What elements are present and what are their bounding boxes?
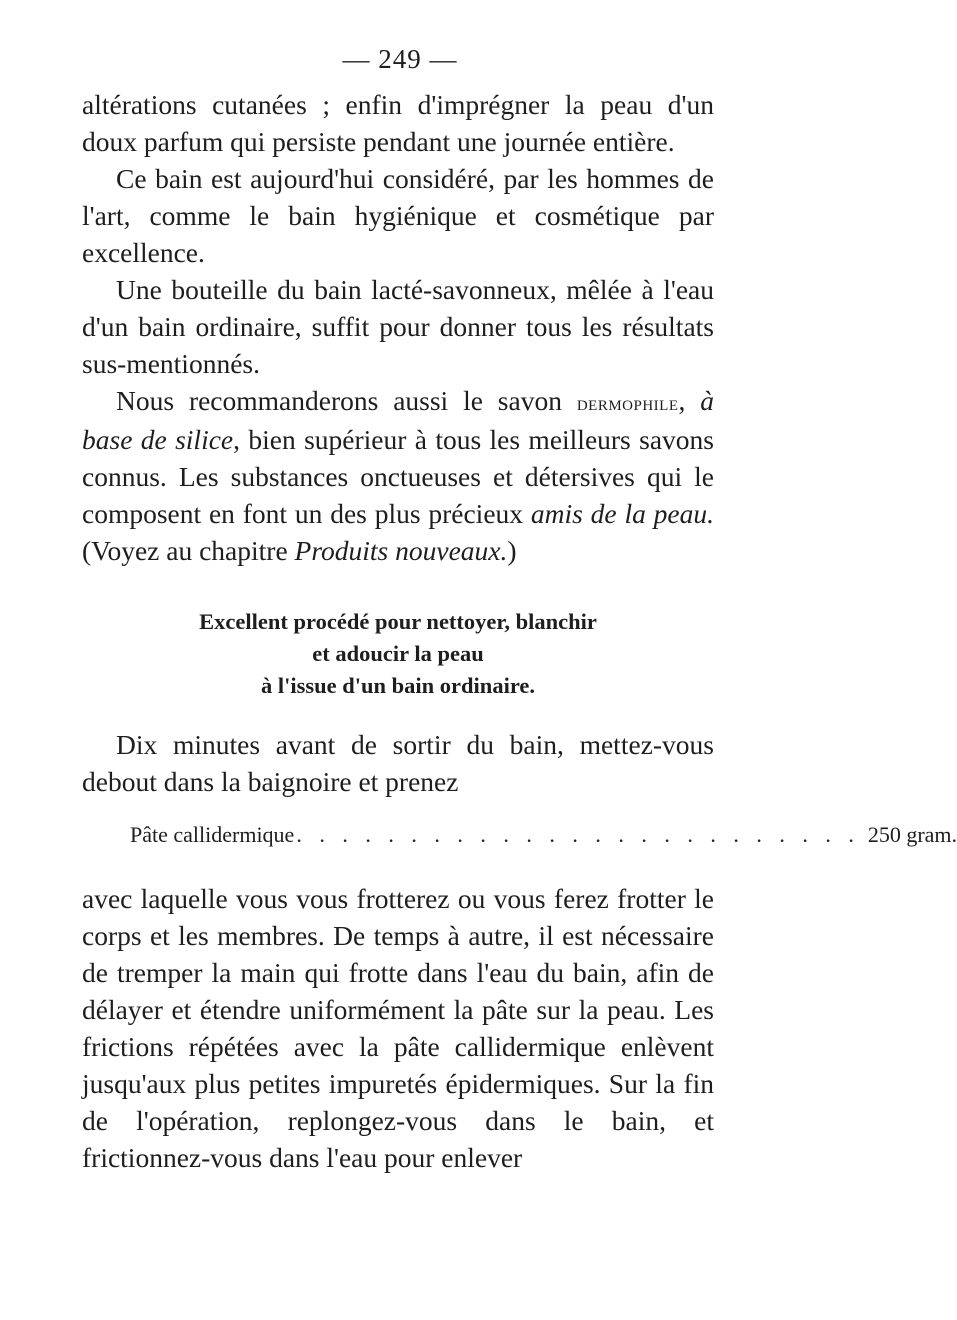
heading-line-1: Excellent procédé pour nettoyer, blanchir [199, 609, 597, 634]
soap-emphasis-silica: à base de silice [82, 385, 715, 455]
upper-text-block [82, 86, 714, 569]
paragraph-bath-bottle: Une bouteille du bain lacté-savonneux, mêlée à l'eau d'un bain ordinaire, suffit pour donner tous les résultats sus-mentionnés. [82, 274, 714, 379]
paragraph-soap-recommendation [82, 382, 714, 569]
paragraph-instruction-intro: Dix minutes avant de sortir du bain, mettez-vous debout dans la baignoire et prenez [82, 729, 714, 797]
ingredient-name: Pâte callidermique [130, 822, 295, 847]
soap-text-part2: , [678, 385, 701, 416]
ingredient-quantity: 250 gram. [867, 822, 957, 847]
paragraph-instructions: avec laquelle vous vous frotterez ou vous ferez frotter le corps et les membres. De temps à autre, il est nécessaire de tremper la main qui frotte dans l'eau du bain, afin de délayer et étendre uniformément la pâte sur la peau. Les frictions répétées avec la pâte callidermique enlèvent jusqu'aux plus petites impuretés épidermiques. Sur la fin de l'opération, replongez-vous dans le bain, et frictionnez-vous dans l'eau pour enlever [82, 883, 714, 1173]
lower-text-block [82, 880, 714, 1176]
soap-text-part3: , bien supérieur à tous les meilleurs savons connus. Les substances onctueuses et détersives qui le composent en font un des plus précieux [82, 424, 714, 529]
soap-text-part4: (Voyez au chapitre [82, 535, 295, 566]
soap-brand-name: dermophile [576, 390, 679, 415]
recipe-ingredient-line [130, 822, 957, 848]
soap-text-part1: Nous recommanderons aussi le savon [116, 385, 577, 416]
soap-text-part5: ) [507, 535, 517, 566]
soap-emphasis-new-products: Produits nouveaux. [294, 535, 508, 566]
section-heading [82, 606, 714, 702]
instruction-intro-block [82, 726, 714, 800]
page-number: — 249 — [342, 44, 458, 74]
paragraph-bath-hygienic: Ce bain est aujourd'hui considéré, par les hommes de l'art, comme le bain hygiénique et cosmétique par excellence. [82, 163, 714, 268]
heading-line-3: à l'issue d'un bain ordinaire. [260, 673, 536, 698]
soap-emphasis-skin-friends: amis de la peau. [530, 498, 714, 529]
paragraph-continuation: altérations cutanées ; enfin d'imprégner la peau d'un doux parfum qui persiste pendant une journée entière. [82, 89, 714, 157]
heading-line-2: et adoucir la peau [312, 641, 484, 666]
leader-dots: . . . . . . . . . . . . . . . . . . . . . . . . . [296, 822, 860, 847]
